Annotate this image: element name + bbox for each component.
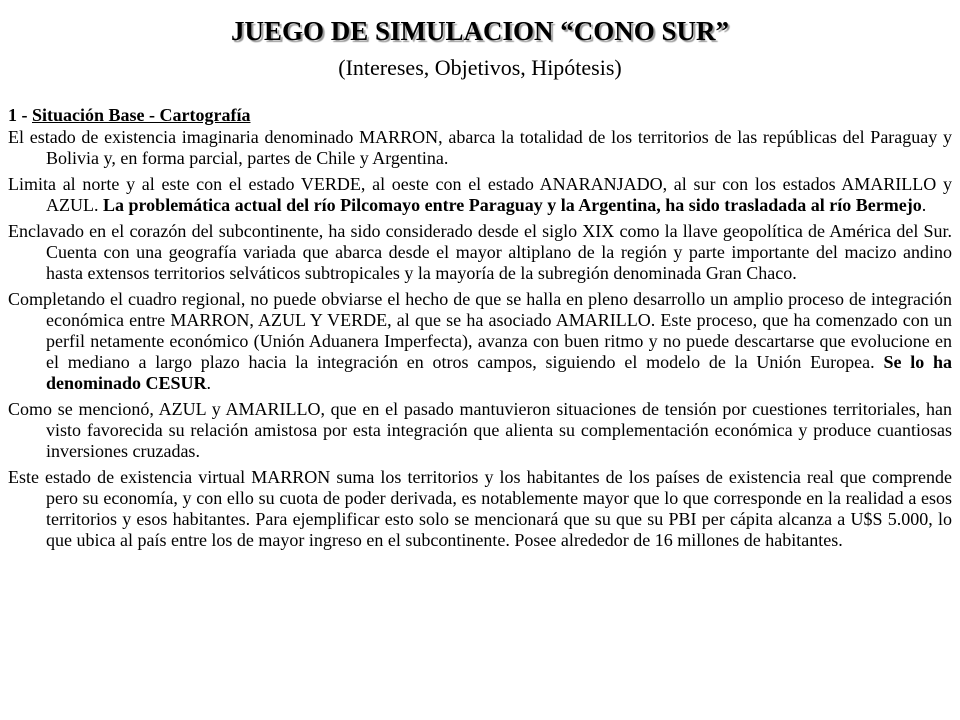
page-subtitle: (Intereses, Objetivos, Hipótesis)	[338, 55, 622, 80]
paragraph-economy	[8, 467, 952, 551]
paragraph-tail: .	[206, 373, 212, 393]
page-title: JUEGO DE SIMULACION “CONO SUR”	[230, 16, 730, 46]
paragraph-tail: .	[921, 195, 927, 215]
paragraph-integration	[8, 289, 952, 394]
paragraph-text: El estado de existencia imaginaria denominado MARRON, abarca la totalidad de los territorios de las repúblicas del Paraguay y Bolivia y, en forma parcial, partes de Chile y Argentina.	[8, 127, 952, 168]
paragraph-emphasis: Se lo ha denominado CESUR	[46, 352, 953, 393]
section-number: 1 -	[8, 105, 32, 125]
paragraph-territory	[8, 127, 952, 169]
paragraph-text: Completando el cuadro regional, no puede obviarse el hecho de que se halla en pleno desarrollo un amplio proceso de integración económica entre MARRON, AZUL Y VERDE, al que se ha asociado AMARILLO. Este proceso, que ha comenzado con un perfil netamente económico (Unión Aduanera Imperfecta), avanza con buen ritmo y no puede descartarse que evolucione en el mediano a largo plazo hacia la integración en otros campos, siguiendo el modelo de la Unión Europea.	[8, 289, 952, 372]
paragraph-emphasis: La problemática actual del río Pilcomayo entre Paraguay y la Argentina, ha sido trasladada al río Bermejo	[103, 195, 922, 215]
paragraph-relations	[8, 399, 952, 462]
paragraph-text: Enclavado en el corazón del subcontinente, ha sido considerado desde el siglo XIX como la llave geopolítica de América del Sur. Cuenta con una geografía variada que abarca desde el mayor altiplano de la región y parte importante del macizo andino hasta extensos territorios selváticos subtropicales y la mayoría de la subregión denominada Gran Chaco.	[8, 221, 952, 283]
paragraph-borders	[8, 174, 952, 216]
paragraph-text: Limita al norte y al este con el estado VERDE, al oeste con el estado ANARANJADO, al sur con los estados AMARILLO y AZUL.	[8, 174, 952, 215]
paragraph-text: Como se mencionó, AZUL y AMARILLO, que en el pasado mantuvieron situaciones de tensión por cuestiones territoriales, han visto favorecida su relación amistosa por esta integración que alienta su complementación económica y produce cuantiosas inversiones cruzadas.	[8, 399, 952, 461]
body-content	[8, 105, 952, 556]
paragraph-geography	[8, 221, 952, 284]
paragraph-text: Este estado de existencia virtual MARRON suma los territorios y los habitantes de los países de existencia real que comprende pero su economía, y con ello su cuota de poder derivada, es notablemente mayor que lo que corresponde en la realidad a esos territorios y esos habitantes. Para ejemplificar esto solo se mencionará que su que su PBI per cápita alcanza a U$S 5.000, lo que ubica al país entre los de mayor ingreso en el subcontinente. Posee alrededor de 16 millones de habitantes.	[8, 467, 952, 550]
section-title: Situación Base - Cartografía	[32, 105, 251, 125]
section-heading	[8, 105, 952, 126]
